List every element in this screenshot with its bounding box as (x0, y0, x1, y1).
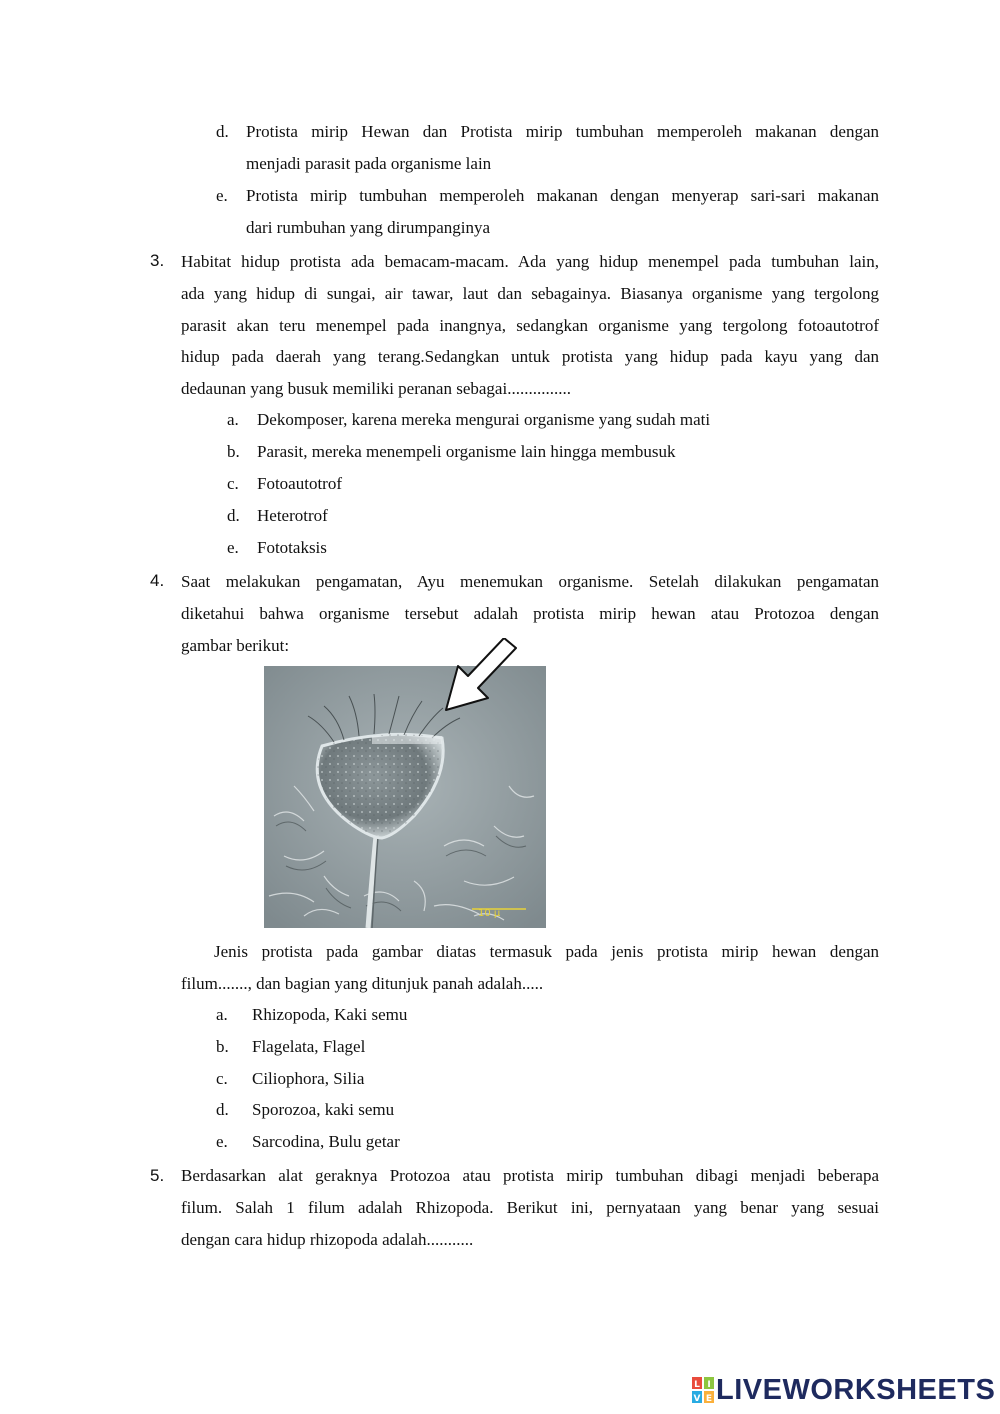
option-text-line: Protista mirip Hewan dan Protista mirip tumbuhan memperoleh makanan dengan (246, 122, 879, 141)
question-text-line: dedaunan yang busuk memiliki peranan sebagai............... (181, 379, 571, 398)
question-text-line: gambar berikut: (181, 636, 290, 655)
question-text-line: filum......., dan bagian yang ditunjuk panah adalah..... (181, 974, 544, 993)
live-logo-icon (692, 1377, 714, 1403)
logo-letter: E (705, 1394, 713, 1403)
option-letter: e. (216, 186, 228, 205)
option-letter-c: c. (216, 1069, 228, 1088)
option-text-line: dari rumbuhan yang dirumpanginya (246, 218, 491, 237)
option-letter-c: c. (227, 474, 239, 493)
scale-bar-label: 10 µ (478, 908, 501, 919)
question-text-line: hidup pada daerah yang terang.Sedangkan untuk protista yang hidup pada kayu yang dan (181, 347, 879, 366)
option-letter-b: b. (216, 1037, 229, 1056)
option-c: Ciliophora, Silia (252, 1069, 365, 1088)
option-b: Flagelata, Flagel (252, 1037, 366, 1056)
option-letter-d: d. (227, 506, 240, 525)
option-letter: d. (216, 122, 229, 141)
option-text-line: menjadi parasit pada organisme lain (246, 154, 492, 173)
question-number: 3. (150, 251, 165, 270)
logo-letter: V (693, 1394, 701, 1403)
option-letter-a: a. (227, 410, 239, 429)
question-text-line: Berdasarkan alat geraknya Protozoa atau protista mirip tumbuhan dibagi menjadi beberapa (181, 1166, 879, 1185)
logo-letter: I (707, 1380, 711, 1390)
option-a: Rhizopoda, Kaki semu (252, 1005, 408, 1024)
option-d: Heterotrof (257, 506, 328, 525)
option-letter-d: d. (216, 1100, 229, 1119)
liveworksheets-logo (692, 1373, 995, 1407)
option-letter-e: e. (227, 538, 239, 557)
brand-name: LIVEWORKSHEETS (716, 1373, 996, 1406)
option-e: Fototaksis (257, 538, 327, 557)
question-text-line: ada yang hidup di sungai, air tawar, laut dan sebagainya. Biasanya organisme yang tergolong (181, 284, 879, 303)
question-text-line: Jenis protista pada gambar diatas termasuk pada jenis protista mirip hewan dengan (214, 942, 879, 961)
question-number: 5. (150, 1166, 165, 1185)
option-a: Dekomposer, karena mereka mengurai organisme yang sudah mati (257, 410, 711, 429)
option-letter-a: a. (216, 1005, 228, 1024)
question-text-line: filum. Salah 1 filum adalah Rhizopoda. Berikut ini, pernyataan yang benar yang sesuai (181, 1198, 879, 1217)
logo-letter: L (694, 1380, 700, 1390)
option-d: Sporozoa, kaki semu (252, 1100, 395, 1119)
question-text-line: Habitat hidup protista ada bemacam-macam. Ada yang hidup menempel pada tumbuhan lain, (181, 252, 879, 271)
question-text-line: diketahui bahwa organisme tersebut adalah protista mirip hewan atau Protozoa dengan (181, 604, 879, 623)
question-text-line: Saat melakukan pengamatan, Ayu menemukan organisme. Setelah dilakukan pengamatan (181, 572, 879, 591)
pointer-arrow-icon (438, 638, 520, 716)
option-letter-b: b. (227, 442, 240, 461)
question-text-line: parasit akan teru menempel pada inangnya, sedangkan organisme yang tergolong fotoautotrof (181, 316, 879, 335)
option-b: Parasit, mereka menempeli organisme lain hingga membusuk (257, 442, 676, 461)
option-text-line: Protista mirip tumbuhan memperoleh makanan dengan menyerap sari-sari makanan (246, 186, 879, 205)
question-text-line: dengan cara hidup rhizopoda adalah........... (181, 1230, 474, 1249)
option-c: Fotoautotrof (257, 474, 342, 493)
option-e: Sarcodina, Bulu getar (252, 1132, 400, 1151)
question-number: 4. (150, 571, 165, 590)
option-letter-e: e. (216, 1132, 228, 1151)
